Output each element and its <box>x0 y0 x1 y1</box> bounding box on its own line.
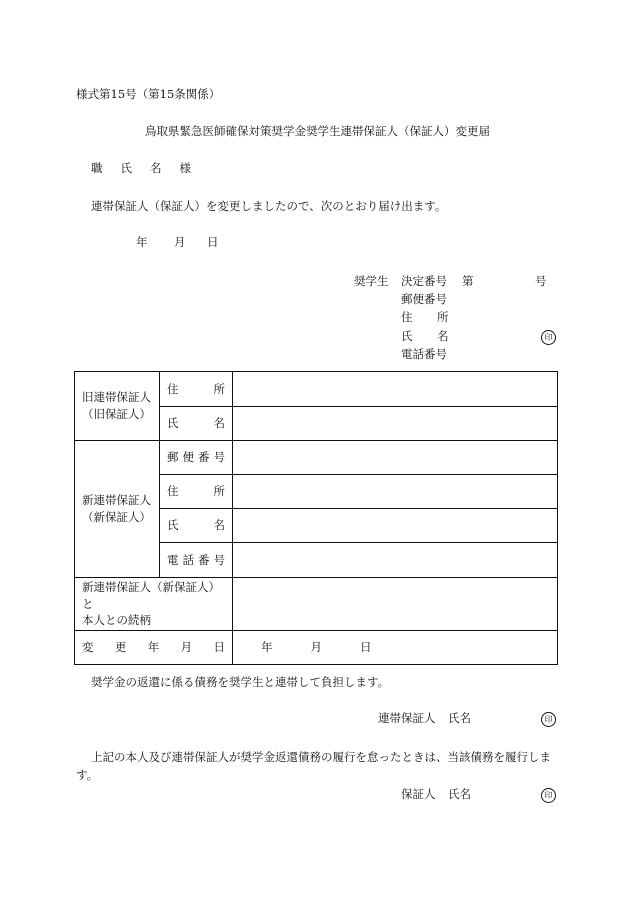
intro-text: 連帯保証人（保証人）を変更しましたので、次のとおり届け出ます。 <box>91 199 447 213</box>
joint-signer-name-label: 氏名 <box>448 711 471 725</box>
guarantor-signer-name-label: 氏名 <box>448 787 471 801</box>
table-row <box>75 631 558 665</box>
decision-number-label: 決定番号 <box>401 274 447 288</box>
table-row <box>75 578 558 631</box>
old-name-label: 氏 名 <box>160 407 233 441</box>
applicant-name-label-2: 名 <box>437 329 449 343</box>
old-address-label: 住 所 <box>160 372 233 407</box>
form-number: 様式第15号（第15条関係） <box>76 87 221 101</box>
old-guarantor-label: 旧連帯保証人 （旧保証人） <box>75 372 160 441</box>
change-date-label: 変 更 年 月 日 <box>75 631 233 665</box>
new-name-label: 氏 名 <box>160 509 233 543</box>
applicant-prefix: 奨学生 <box>354 274 389 288</box>
joint-seal-icon: 印 <box>541 712 556 727</box>
applicant-phone-label: 電話番号 <box>401 347 447 361</box>
new-name-field[interactable] <box>233 509 558 543</box>
applicant-seal-icon: 印 <box>541 330 556 345</box>
change-date-field[interactable]: 年 月 日 <box>233 631 558 665</box>
table-row <box>75 372 558 407</box>
applicant-address-label-1: 住 <box>401 310 413 324</box>
new-guarantor-label: 新連帯保証人 （新保証人） <box>75 441 160 578</box>
new-address-field[interactable] <box>233 475 558 509</box>
applicant-postal-label: 郵便番号 <box>401 292 447 306</box>
form-title: 鳥取県緊急医師確保対策奨学金奨学生連帯保証人（保証人）変更届 <box>145 124 490 138</box>
new-postal-label: 郵 便 番 号 <box>160 441 233 475</box>
guarantor-seal-icon: 印 <box>541 788 556 803</box>
date-month-label: 月 <box>174 235 186 249</box>
decision-number-go: 号 <box>535 274 547 288</box>
new-address-label: 住 所 <box>160 475 233 509</box>
date-year-label: 年 <box>136 235 148 249</box>
table-row <box>75 441 558 475</box>
new-phone-label: 電 話 番 号 <box>160 543 233 578</box>
date-day-label: 日 <box>207 235 219 249</box>
applicant-name-label-1: 氏 <box>401 329 413 343</box>
new-phone-field[interactable] <box>233 543 558 578</box>
old-address-field[interactable] <box>233 372 558 407</box>
guarantor-signer-label: 保証人 <box>401 787 436 801</box>
guarantor-change-table <box>74 371 558 665</box>
joint-statement: 奨学金の返還に係る債務を奨学生と連帯して負担します。 <box>91 675 390 689</box>
old-name-field[interactable] <box>233 407 558 441</box>
relation-label: 新連帯保証人（新保証人）と 本人との続柄 <box>75 578 233 631</box>
applicant-address-label-2: 所 <box>437 310 449 324</box>
relation-field[interactable] <box>233 578 558 631</box>
new-postal-field[interactable] <box>233 441 558 475</box>
joint-signer-label: 連帯保証人 <box>378 711 436 725</box>
decision-number-dai: 第 <box>462 274 474 288</box>
guarantor-statement: 上記の本人及び連帯保証人が奨学金返還債務の履行を怠ったときは、当該債務を履行しま す。 <box>76 750 551 782</box>
addressee: 職 氏 名 様 <box>91 161 191 175</box>
